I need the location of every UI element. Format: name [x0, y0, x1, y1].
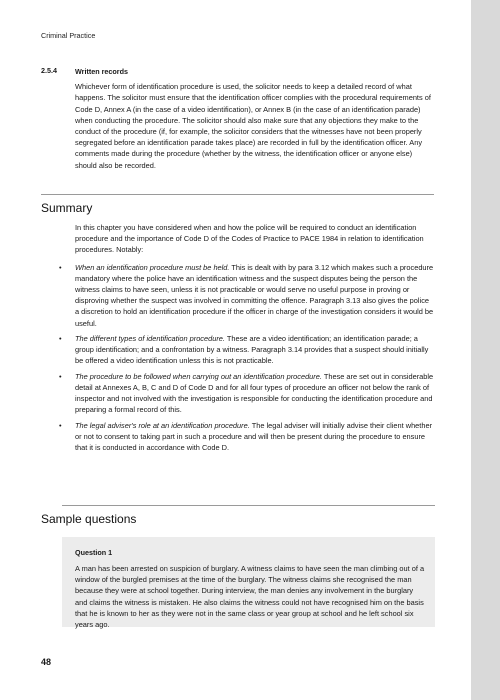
- page-number: 48: [41, 657, 52, 667]
- bullet-text: The legal adviser will initially advise their client whether or not to consent to taking part in such a procedure and will then be present during the procedure to ensure that it is conducted in accordance with Code D.: [75, 420, 433, 453]
- question-box: [62, 537, 435, 630]
- page-edge-tab: [471, 0, 500, 700]
- bullet-text: These are a video identification; an identification parade; a group identification; and a confrontation by a witness. Paragraph 3.14 provides that a suspect should initially be offered a video identification unless this is not practicable.: [75, 334, 429, 366]
- list-item: [59, 333, 435, 367]
- running-head: Criminal Practice: [41, 31, 96, 40]
- list-item: [59, 420, 435, 454]
- bullet-lead: The legal adviser's role at an identification procedure.: [75, 420, 250, 430]
- summary-section: [59, 222, 435, 458]
- list-item: [59, 262, 435, 329]
- bullet-text: This is dealt with by para 3.12 which makes such a procedure mandatory where the police have an identification witness and the suspect disputes being the person the witness claims to have seen, unless it is not practicable or would serve no useful purpose in proving or disproving whether the suspect was involved in committing the offence. Paragraph 3.13 also gives the police a discretion to hold an identification procedure if the officer in charge of the investigation considers it would be useful.: [75, 262, 434, 328]
- bullet-lead: The different types of identification procedure.: [75, 334, 225, 344]
- bullet-lead: When an identification procedure must be held.: [75, 262, 230, 272]
- summary-bullet-list: [59, 262, 435, 454]
- bullet-glyph: •: [59, 334, 62, 344]
- list-item: [59, 371, 435, 416]
- bullet-glyph: •: [59, 262, 62, 272]
- bullet-glyph: •: [59, 371, 62, 381]
- section-number: 2.5.4: [41, 66, 57, 75]
- question-text: A man has been arrested on suspicion of burglary. A witness claims to have seen the man climbing out of a window of the burgled premises at the time of the burglary. The witness claims she recognised the man because they were at school together. During interview, the man denies any involvement in the burglary and claims the witness is mistaken. He also claims the witness could not have recognised him on the basis that he is known to her as they were not in the same class or year group at school and he left school six years ago.: [75, 564, 425, 630]
- bullet-text: These are set out in considerable detail at Annexes A, B, C and D of Code D and for all four types of procedure an officer not below the rank of inspector and not involved with the investigation is responsible for conducting the identification procedure and preparing a formal record of this.: [75, 371, 434, 415]
- bullet-glyph: •: [59, 420, 62, 430]
- summary-intro: In this chapter you have considered when and how the police will be required to conduct an identification procedure and the importance of Code D of the Codes of Practice to PACE 1984 in relation to identification procedures. Notably:: [75, 223, 424, 255]
- summary-heading: Summary: [41, 201, 93, 215]
- divider-rule: [62, 505, 435, 506]
- divider-rule: [41, 194, 434, 195]
- sample-questions-heading: Sample questions: [41, 512, 137, 526]
- section-title: Written records: [75, 67, 128, 76]
- section-body: Whichever form of identification procedure is used, the solicitor needs to keep a detailed record of what happens. The solicitor must ensure that the identification officer complies with the procedural requirements of Code D, Annex A (in the case of a video identification), or Annex B (in the case of an identification parade) when conducting the procedure. The solicitor should also make sure that any objections they make to the conduct of the procedure (if, for example, the solicitor considers that the witnesses have not been properly segregated before an identification parade takes place) are recorded in full by the identification officer. Any comments made during the procedure (whether by the witness, the identification officer or anyone else) should also be recorded.: [75, 82, 431, 170]
- written-records-section: [75, 66, 435, 171]
- question-title: Question 1: [75, 548, 113, 557]
- bullet-lead: The procedure to be followed when carrying out an identification procedure.: [75, 371, 322, 381]
